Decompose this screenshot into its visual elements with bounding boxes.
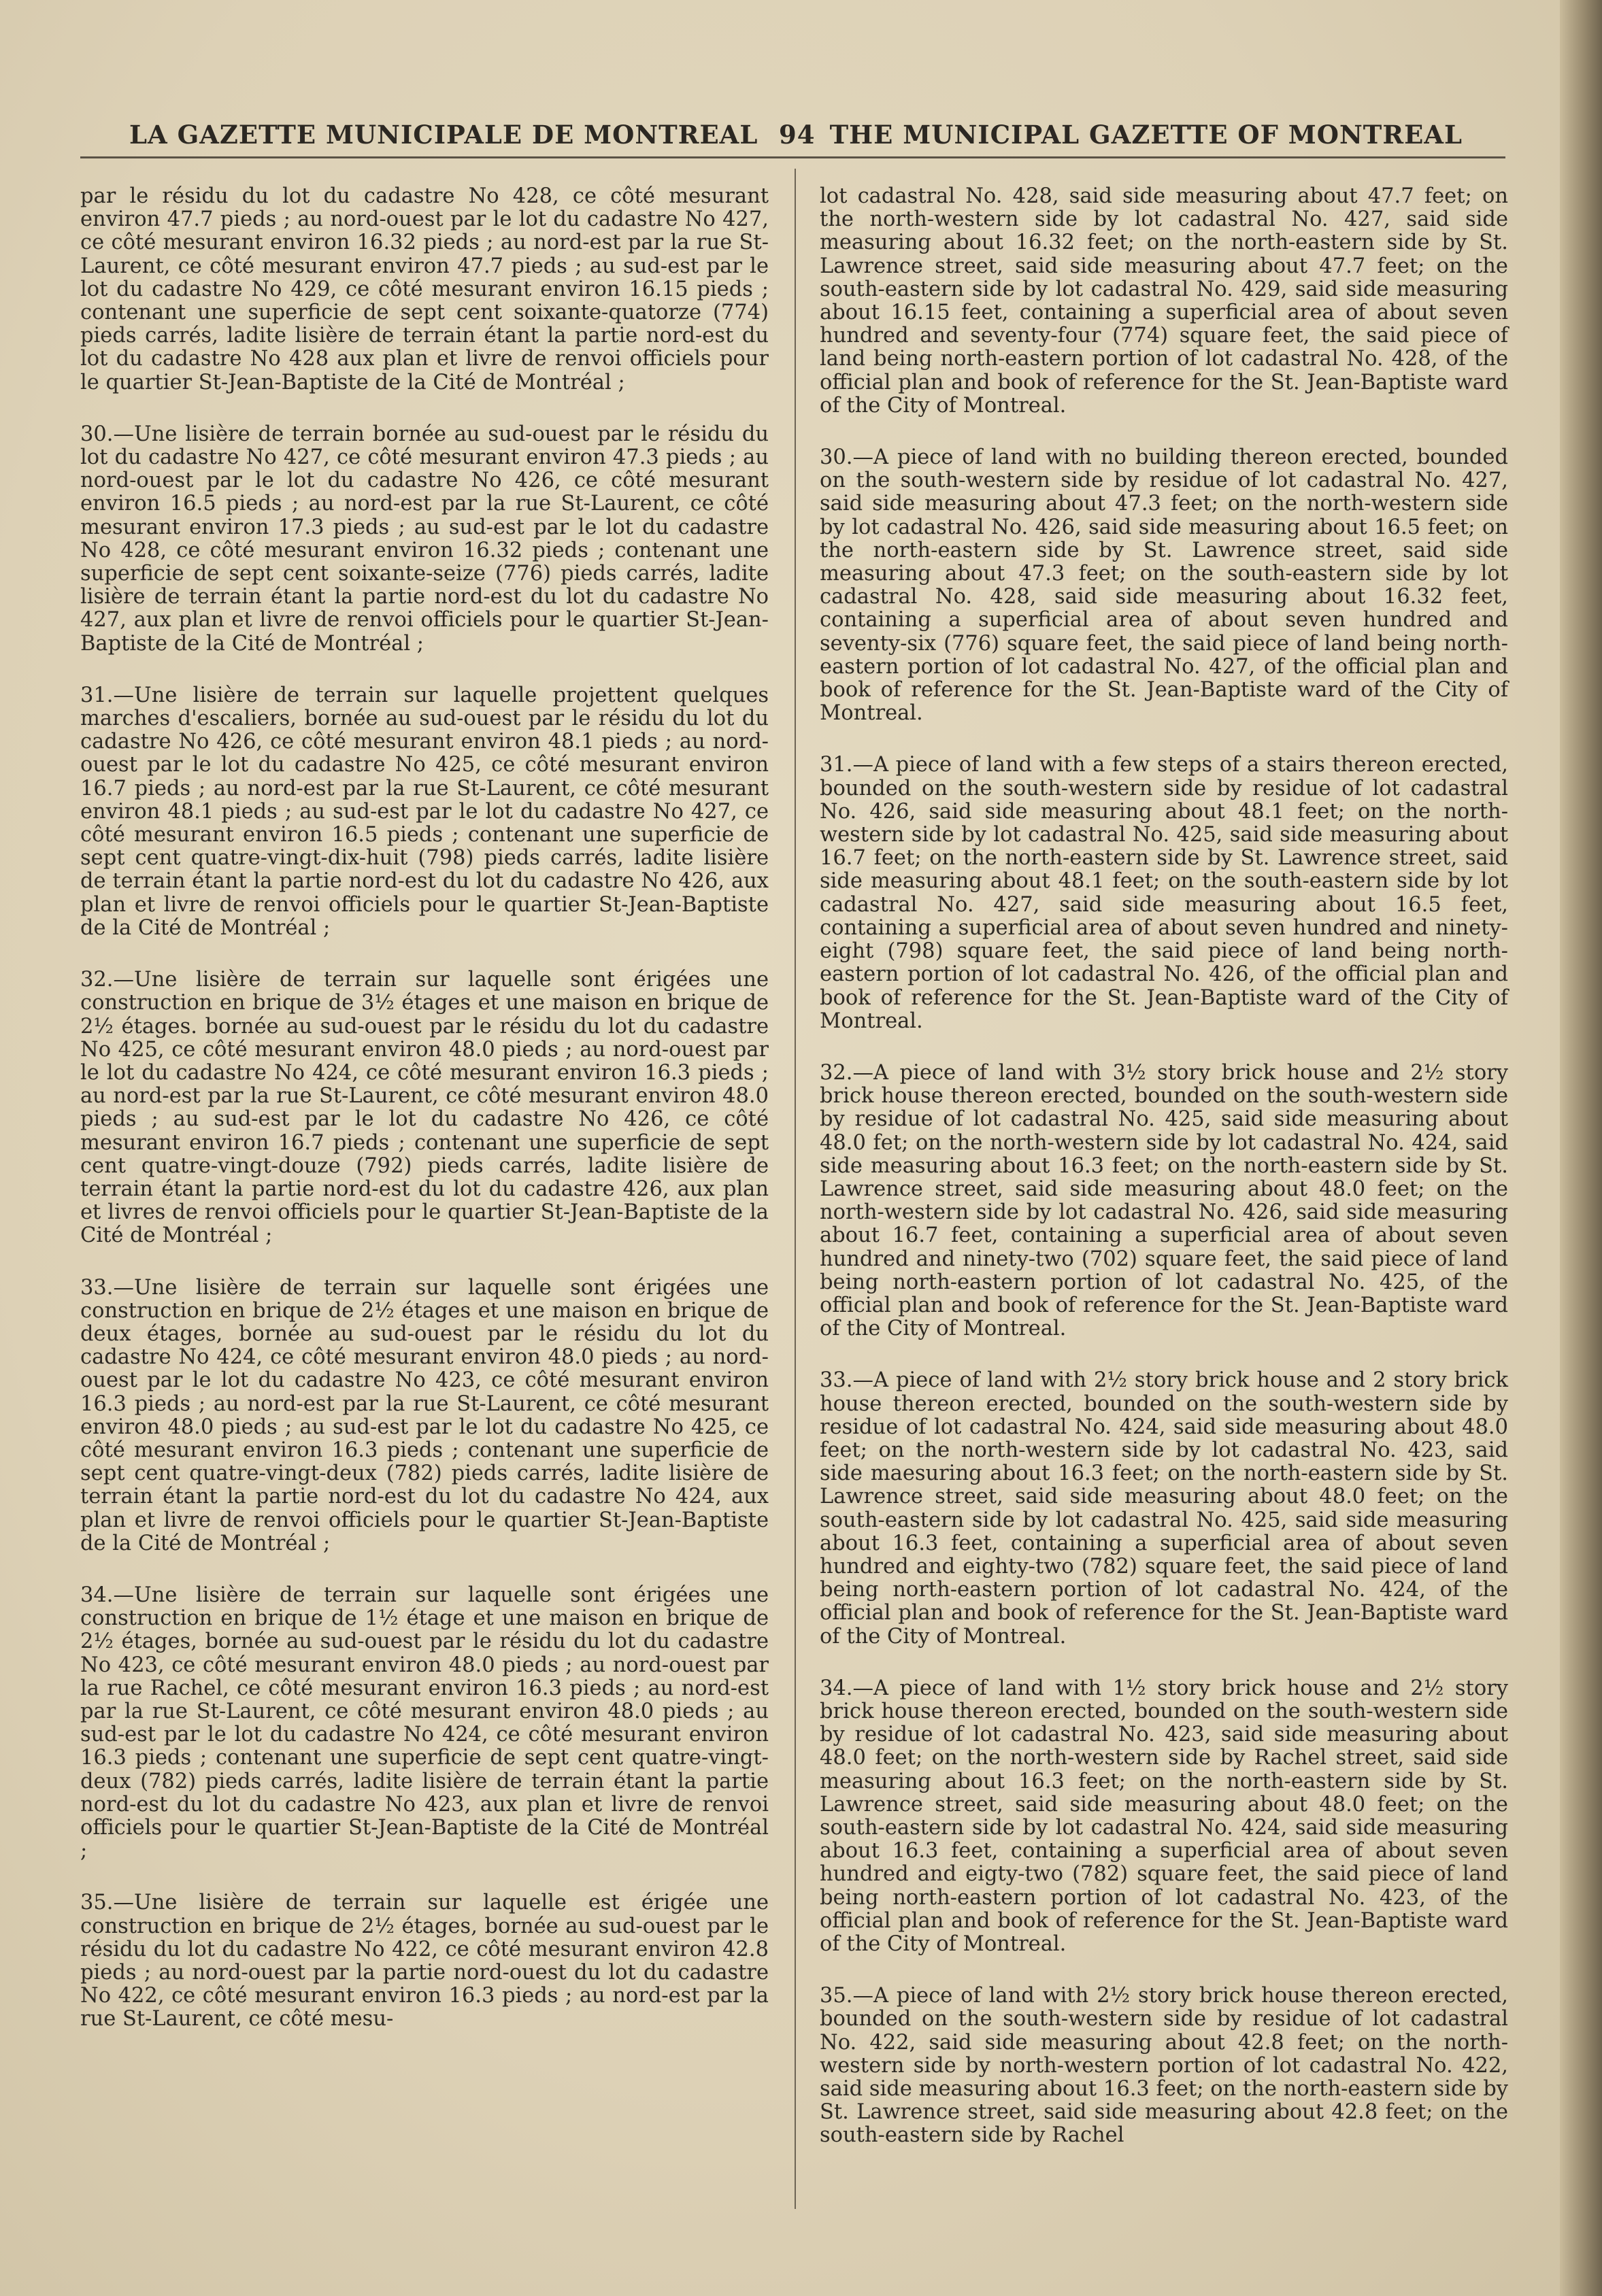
paragraph-fr-33: 33.—Une lisière de terrain sur laquelle sont érigées une construction en brique de 2½ étages et une maison en brique de deux étages, bornée au sud-ouest par le résidu du lot du cadastre No 424, ce côté mesurant environ 48.0 pieds ; au nord-ouest par le lot du cadastre No 423, ce côté mesurant environ 16.3 pieds ; au nord-est par la rue St-Laurent, ce côté mesurant environ 48.0 pieds ; au sud-est par le lot du cadastre No 425, ce côté mesurant environ 16.3 pieds ; contenant une superficie de sept cent quatre-vingt-deux (782) pieds carrés, ladite lisière de terrain étant la partie nord-est du lot du cadastre No 424, aux plan et livre de renvoi officiels pour le quartier St-Jean-Baptiste de la Cité de Montréal ; [80,1275,769,1555]
paragraph-fr-34: 34.—Une lisière de terrain sur laquelle sont érigées une construction en brique de 1½ étage et une maison en brique de 2½ étages, bornée au sud-ouest par le résidu du lot du cadastre No 423, ce côté mesurant environ 48.0 pieds ; au nord-ouest par la rue Rachel, ce côté mesurant environ 16.3 pieds ; au nord-est par la rue St-Laurent, ce côté mesurant environ 48.0 pieds ; au sud-est par le lot du cadastre No 424, ce côté mesurant environ 16.3 pieds ; contenant une superficie de sept cent quatre-vingt-deux (782) pieds carrés, ladite lisière de terrain étant la partie nord-est du lot du cadastre No 423, aux plan et livre de renvoi officiels pour le quartier St-Jean-Baptiste de la Cité de Montréal ; [80,1583,769,1863]
paragraph-en-32: 32.—A piece of land with 3½ story brick house and 2½ story brick house thereon erected, bounded on the south-western side by residue of lot cadastral No. 425, said side measuring about 48.0 fet; on the north-western side by lot cadastral No. 424, said side measuring about 16.3 feet; on the north-eastern side by St. Lawrence street, said side measuring about 48.0 feet; on the north-western side by lot cadastral No. 426, said side measuring about 16.7 feet, containing a superficial area of about seven hundred and ninety-two (702) square feet, the said piece of land being north-eastern portion of lot cadastral No. 425, of the official plan and book of reference for the St. Jean-Baptiste ward of the City of Montreal. [820,1060,1508,1341]
english-column [820,185,1508,2148]
paragraph-fr-32: 32.—Une lisière de terrain sur laquelle sont érigées une construction en brique de 3½ étages et une maison en brique de 2½ étages. bornée au sud-ouest par le résidu du lot du cadastre No 425, ce côté mesurant environ 48.0 pieds ; au nord-ouest par le lot du cadastre No 424, ce côté mesurant environ 16.3 pieds ; au nord-est par la rue St-Laurent, ce côté mesurant environ 48.0 pieds ; au sud-est par le lot du cadastre No 426, ce côté mesurant environ 16.7 pieds ; contenant une superficie de sept cent quatre-vingt-douze (792) pieds carrés, ladite lisière de terrain étant la partie nord-est du lot du cadastre 426, aux plan et livres de renvoi officiels pour le quartier St-Jean-Baptiste de la Cité de Montréal ; [80,968,769,1248]
page-number: 94 [779,120,816,150]
french-masthead: LA GAZETTE MUNICIPALE DE MONTREAL [129,120,758,150]
running-head [129,116,1463,154]
column-divider [795,169,796,2209]
header-rule [80,156,1505,158]
paragraph-fr-30: 30.—Une lisière de terrain bornée au sud-ouest par le résidu du lot du cadastre No 427, ce côté mesurant environ 47.3 pieds ; au nord-ouest par le lot du cadastre No 426, ce côté mesurant environ 16.5 pieds ; au nord-est par la rue St-Laurent, ce côté mesurant environ 17.3 pieds ; au sud-est par le lot du cadastre No 428, ce côté mesurant environ 16.32 pieds ; contenant une superficie de sept cent soixante-seize (776) pieds carrés, ladite lisière de terrain étant la partie nord-est du lot du cadastre No 427, aux plan et livre de renvoi officiels pour le quartier St-Jean- Baptiste de la Cité de Montréal ; [80,422,769,656]
paragraph-fr-31: 31.—Une lisière de terrain sur laquelle projettent quelques marches d'escaliers, bornée au sud-ouest par le résidu du lot du cadastre No 426, ce côté mesurant environ 48.1 pieds ; au nord-ouest par le lot du cadastre No 425, ce côté mesurant environ 16.7 pieds ; au nord-est par la rue St-Laurent, ce côté mesurant environ 48.1 pieds ; au sud-est par le lot du cadastre No 427, ce côté mesurant environ 16.5 pieds ; contenant une superficie de sept cent quatre-vingt-dix-huit (798) pieds carrés, ladite lisière de terrain étant la partie nord-est du lot du cadastre No 426, aux plan et livre de renvoi officiels pour le quartier St-Jean-Baptiste de la Cité de Montréal ; [80,683,769,940]
paragraph-en-30: 30.—A piece of land with no building thereon erected, bounded on the south-western side by residue of lot cadastral No. 427, said side measuring about 47.3 feet; on the north-western side by lot cadastral No. 426, said side measuring about 16.5 feet; on the north-eastern side by St. Lawrence street, said side measuring about 47.3 feet; on the south-eastern side by lot cadastral No. 428, said side measuring about 16.32 feet, containing a superficial area of about seven hundred and seventy-six (776) square feet, the said piece of land being north-eastern portion of lot cadastral No. 427, of the official plan and book of reference for the St. Jean-Baptiste ward of the City of Montreal. [820,445,1508,726]
french-column [80,185,769,2031]
paragraph-en-35: 35.—A piece of land with 2½ story brick house thereon erected, bounded on the south-western side by residue of lot cadastral No. 422, said side measuring about 42.8 feet; on the north-western side by north-western portion of lot cadastral No. 422, said side measuring about 16.3 feet; on the north-eastern side by St. Lawrence street, said side measuring about 42.8 feet; on the south-eastern side by Rachel [820,1984,1508,2148]
paragraph-fr-29-continued: par le résidu du lot du cadastre No 428, ce côté mesurant environ 47.7 pieds ; au nord-ouest par le lot du cadastre No 427, ce côté mesurant environ 16.32 pieds ; au nord-est par la rue St-Laurent, ce côté mesurant environ 47.7 pieds ; au sud-est par le lot du cadastre No 429, ce côté mesurant environ 16.15 pieds ; contenant une superficie de sept cent soixante-quatorze (774) pieds carrés, ladite lisière de terrain étant la partie nord-est du lot du cadastre No 428 aux plan et livre de renvoi officiels pour le quartier St-Jean-Baptiste de la Cité de Montréal ; [80,184,769,394]
paragraph-fr-35: 35.—Une lisière de terrain sur laquelle est érigée une construction en brique de 2½ étages, bornée au sud-ouest par le résidu du lot du cadastre No 422, ce côté mesurant environ 42.8 pieds ; au nord-ouest par la partie nord-ouest du lot du cadastre No 422, ce côté mesurant environ 16.3 pieds ; au nord-est par la rue St-Laurent, ce côté mesu- [80,1891,769,2031]
page-binding-edge [1560,0,1602,2296]
paragraph-en-31: 31.—A piece of land with a few steps of a stairs thereon erected, bounded on the south-western side by residue of lot cadastral No. 426, said side measuring about 48.1 feet; on the north-western side by lot cadastral No. 425, said side measuring about 16.7 feet; on the north-eastern side by St. Lawrence street, said side measuring about 48.1 feet; on the south-eastern side by lot cadastral No. 427, said side measuring about 16.5 feet, containing a superficial area of about seven hundred and ninety-eight (798) square feet, the said piece of land being north-eastern portion of lot cadastral No. 426, of the official plan and book of reference for the St. Jean-Baptiste ward of the City of Montreal. [820,753,1508,1033]
paragraph-en-34: 34.—A piece of land with 1½ story brick house and 2½ story brick house thereon erected, bounded on the south-western side by residue of lot cadastral No. 423, said side measuring about 48.0 feet; on the north-western side by Rachel street, said side measuring about 16.3 feet; on the north-eastern side by St. Lawrence street, said side measuring about 48.0 feet; on the south-eastern side by lot cadastral No. 424, said side measuring about 16.3 feet, containing a superficial area of about seven hundred and eigty-two (782) square feet, the said piece of land being north-eastern portion of lot cadastral No. 423, of the official plan and book of reference for the St. Jean-Baptiste ward of the City of Montreal. [820,1676,1508,1957]
paragraph-en-33: 33.—A piece of land with 2½ story brick house and 2 story brick house thereon erected, bounded on the south-western side by residue of lot cadastral No. 424, said side measuring about 48.0 feet; on the north-western side by lot cadastral No. 423, said side maesuring about 16.3 feet; on the north-eastern side by St. Lawrence street, said side measuring about 48.0 feet; on the south-eastern side by lot cadastral No. 425, said side measuring about 16.3 feet, containing a superficial area of about seven hundred and eighty-two (782) square feet, the said piece of land being north-eastern portion of lot cadastral No. 424, of the official plan and book of reference for the St. Jean-Baptiste ward of the City of Montreal. [820,1368,1508,1649]
paragraph-en-29-continued: lot cadastral No. 428, said side measuring about 47.7 feet; on the north-western side by lot cadastral No. 427, said side measuring about 16.32 feet; on the north-eastern side by St. Lawrence street, said side measuring about 47.7 feet; on the south-eastern side by lot cadastral No. 429, said side measuring about 16.15 feet, containing a superficial area of about seven hundred and seventy-four (774) square feet, the said piece of land being north-eastern portion of lot cadastral No. 428, of the official plan and book of reference for the St. Jean-Baptiste ward of the City of Montreal. [820,184,1508,418]
english-masthead: THE MUNICIPAL GAZETTE OF MONTREAL [829,120,1463,150]
